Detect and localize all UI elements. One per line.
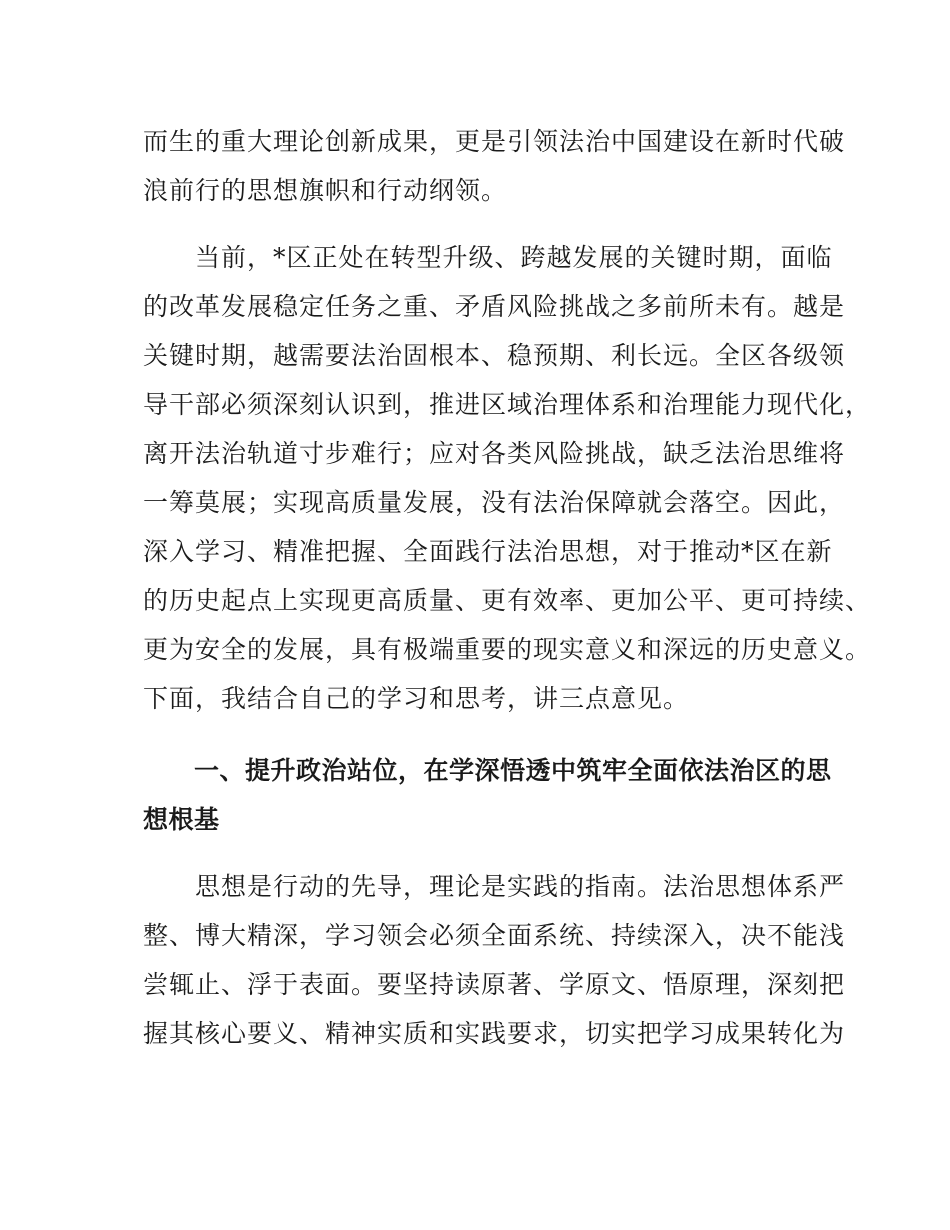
section-heading bbox=[143, 746, 833, 844]
body-paragraph bbox=[143, 233, 872, 723]
text-line: 当前，*区正处在转型升级、跨越发展的关键时期，面临 bbox=[143, 243, 833, 272]
text-line: 深入学习、精准把握、全面践行法治思想，对于推动*区在新 bbox=[143, 537, 833, 566]
body-paragraph bbox=[143, 117, 846, 215]
text-line: 而生的重大理论创新成果，更是引领法治中国建设在新时代破 bbox=[143, 127, 846, 156]
text-line: 关键时期，越需要法治固根本、稳预期、利长远。全区各级领 bbox=[143, 341, 846, 370]
heading-line: 一、提升政治站位，在学深悟透中筑牢全面依法治区的思 bbox=[143, 756, 832, 785]
text-line: 下面，我结合自己的学习和思考，讲三点意见。 bbox=[143, 684, 690, 713]
text-line: 握其核心要义、精神实质和实践要求，切实把学习成果转化为 bbox=[143, 1019, 846, 1048]
body-paragraph bbox=[143, 862, 846, 1058]
heading-line: 想根基 bbox=[143, 805, 220, 834]
text-line: 思想是行动的先导，理论是实践的指南。法治思想体系严 bbox=[143, 872, 846, 901]
text-line: 更为安全的发展，具有极端重要的现实意义和深远的历史意义。 bbox=[143, 635, 872, 664]
text-line: 的历史起点上实现更高质量、更有效率、更加公平、更可持续、 bbox=[143, 586, 872, 615]
text-line: 浪前行的思想旗帜和行动纲领。 bbox=[143, 176, 508, 205]
text-line: 的改革发展稳定任务之重、矛盾风险挑战之多前所未有。越是 bbox=[143, 292, 846, 321]
text-line: 离开法治轨道寸步难行；应对各类风险挑战，缺乏法治思维将 bbox=[143, 439, 846, 468]
text-line: 尝辄止、浮于表面。要坚持读原著、学原文、悟原理，深刻把 bbox=[143, 970, 846, 999]
text-line: 导干部必须深刻认识到，推进区域治理体系和治理能力现代化， bbox=[143, 390, 872, 419]
text-line: 整、博大精深，学习领会必须全面系统、持续深入，决不能浅 bbox=[143, 921, 846, 950]
text-line: 一筹莫展；实现高质量发展，没有法治保障就会落空。因此， bbox=[143, 488, 846, 517]
